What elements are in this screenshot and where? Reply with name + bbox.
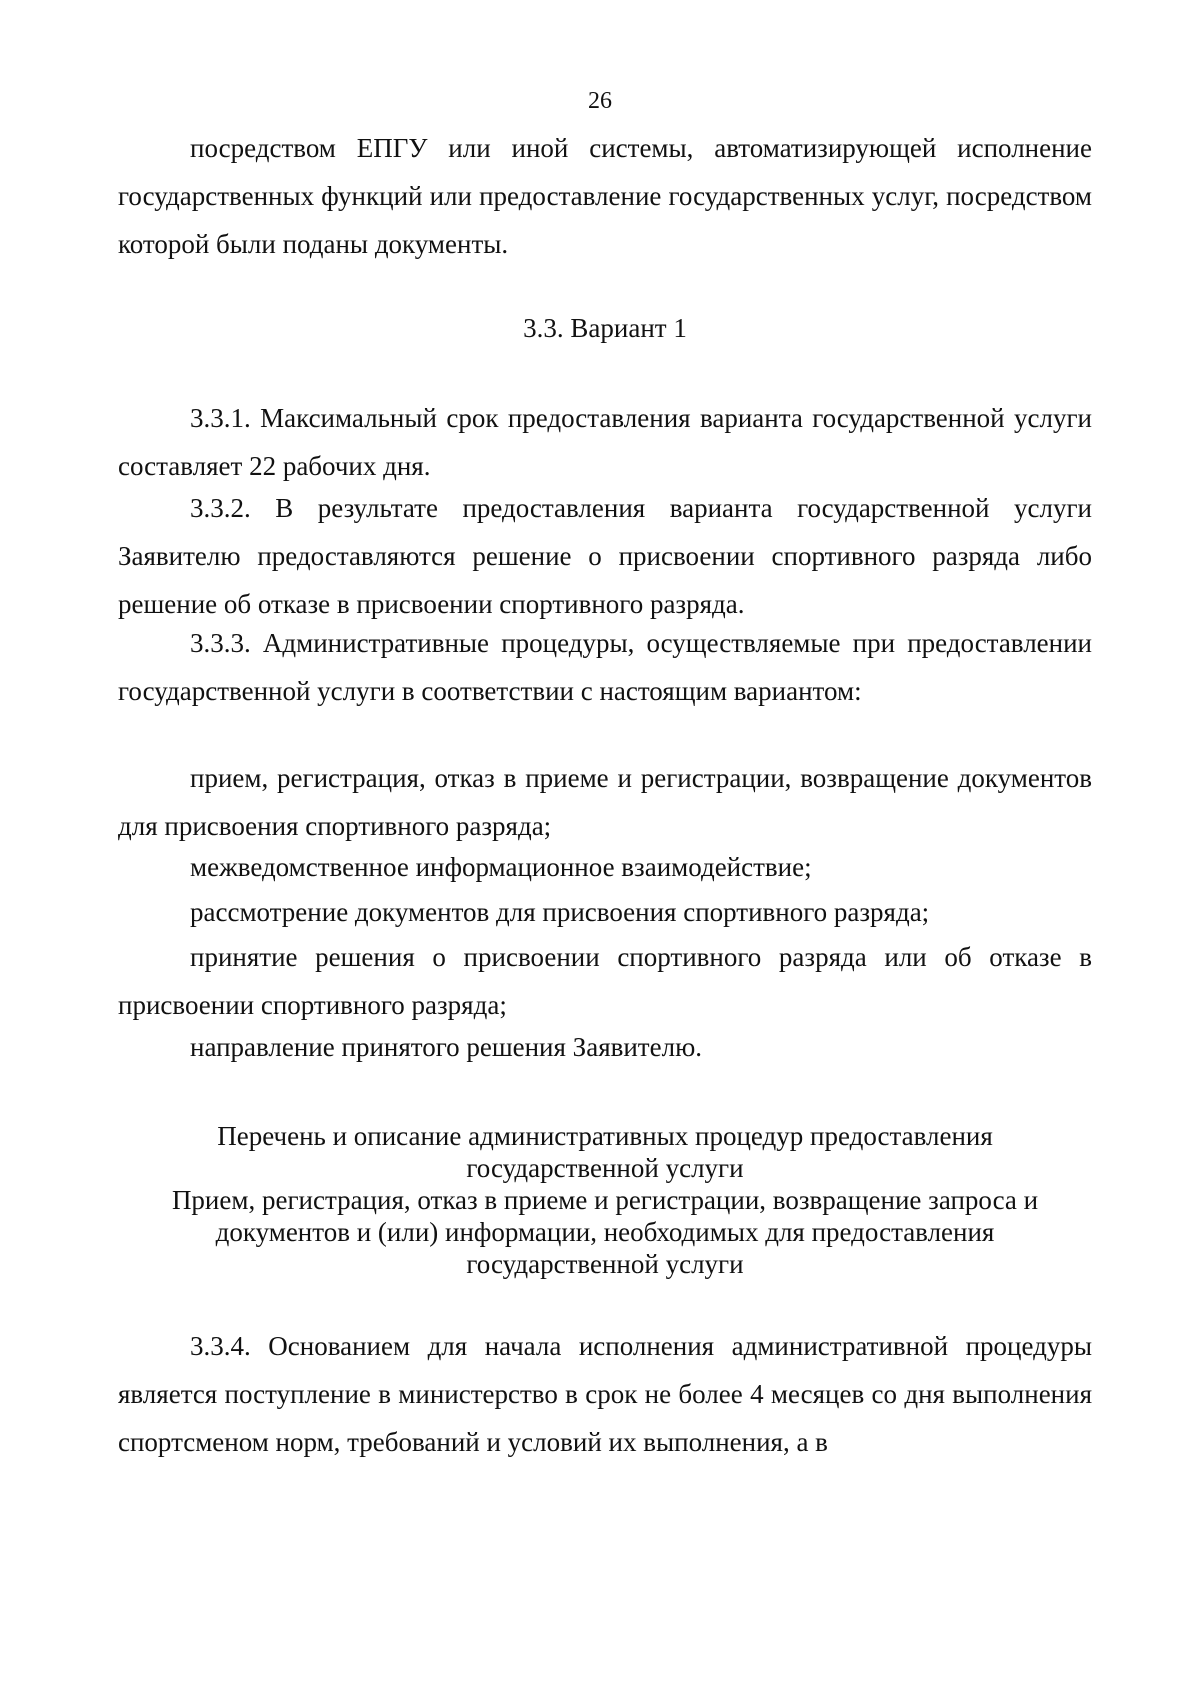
paragraph-3-3-4: 3.3.4. Основанием для начала исполнения административной процедуры является поступление в министерство в срок не более 4 месяцев со дня выполнения спортсменом норм, требований и условий их выполнения, а в — [118, 1331, 1092, 1457]
subheading-line-4: документов и (или) информации, необходимых для предоставления — [215, 1217, 995, 1247]
paragraph-3-3-2: 3.3.2. В результате предоставления варианта государственной услуги Заявителю предоставляются решение о присвоении спортивного разряда либо решение об отказе в присвоении спортивного разряда. — [118, 493, 1092, 619]
page-number: 26 — [588, 88, 612, 114]
procedure-item-3: рассмотрение документов для присвоения спортивного разряда; — [190, 897, 930, 927]
procedure-item-2: межведомственное информационное взаимодействие; — [190, 852, 812, 882]
subheading-line-1: Перечень и описание административных процедур предоставления — [217, 1121, 993, 1151]
subheading-line-3: Прием, регистрация, отказ в приеме и регистрации, возвращение запроса и — [171, 1185, 1039, 1215]
procedures-subheading — [118, 1120, 1092, 1280]
procedure-item-1: прием, регистрация, отказ в приеме и регистрации, возвращение документов для присвоения спортивного разряда; — [118, 763, 1092, 841]
procedure-item-5: направление принятого решения Заявителю. — [190, 1032, 702, 1062]
subheading-line-5: государственной услуги — [466, 1249, 744, 1279]
subheading-line-2: государственной услуги — [466, 1153, 744, 1183]
paragraph-3-3-3: 3.3.3. Административные процедуры, осуществляемые при предоставлении государственной услуги в соответствии с настоящим вариантом: — [118, 628, 1092, 706]
intro-paragraph: посредством ЕПГУ или иной системы, автоматизирующей исполнение государственных функций или предоставление государственных услуг, посредством которой были поданы документы. — [118, 133, 1092, 259]
procedure-item-4: принятие решения о присвоении спортивного разряда или об отказе в присвоении спортивного разряда; — [118, 942, 1092, 1020]
section-title: 3.3. Вариант 1 — [523, 313, 687, 343]
paragraph-3-3-1: 3.3.1. Максимальный срок предоставления варианта государственной услуги составляет 22 рабочих дня. — [118, 403, 1092, 481]
